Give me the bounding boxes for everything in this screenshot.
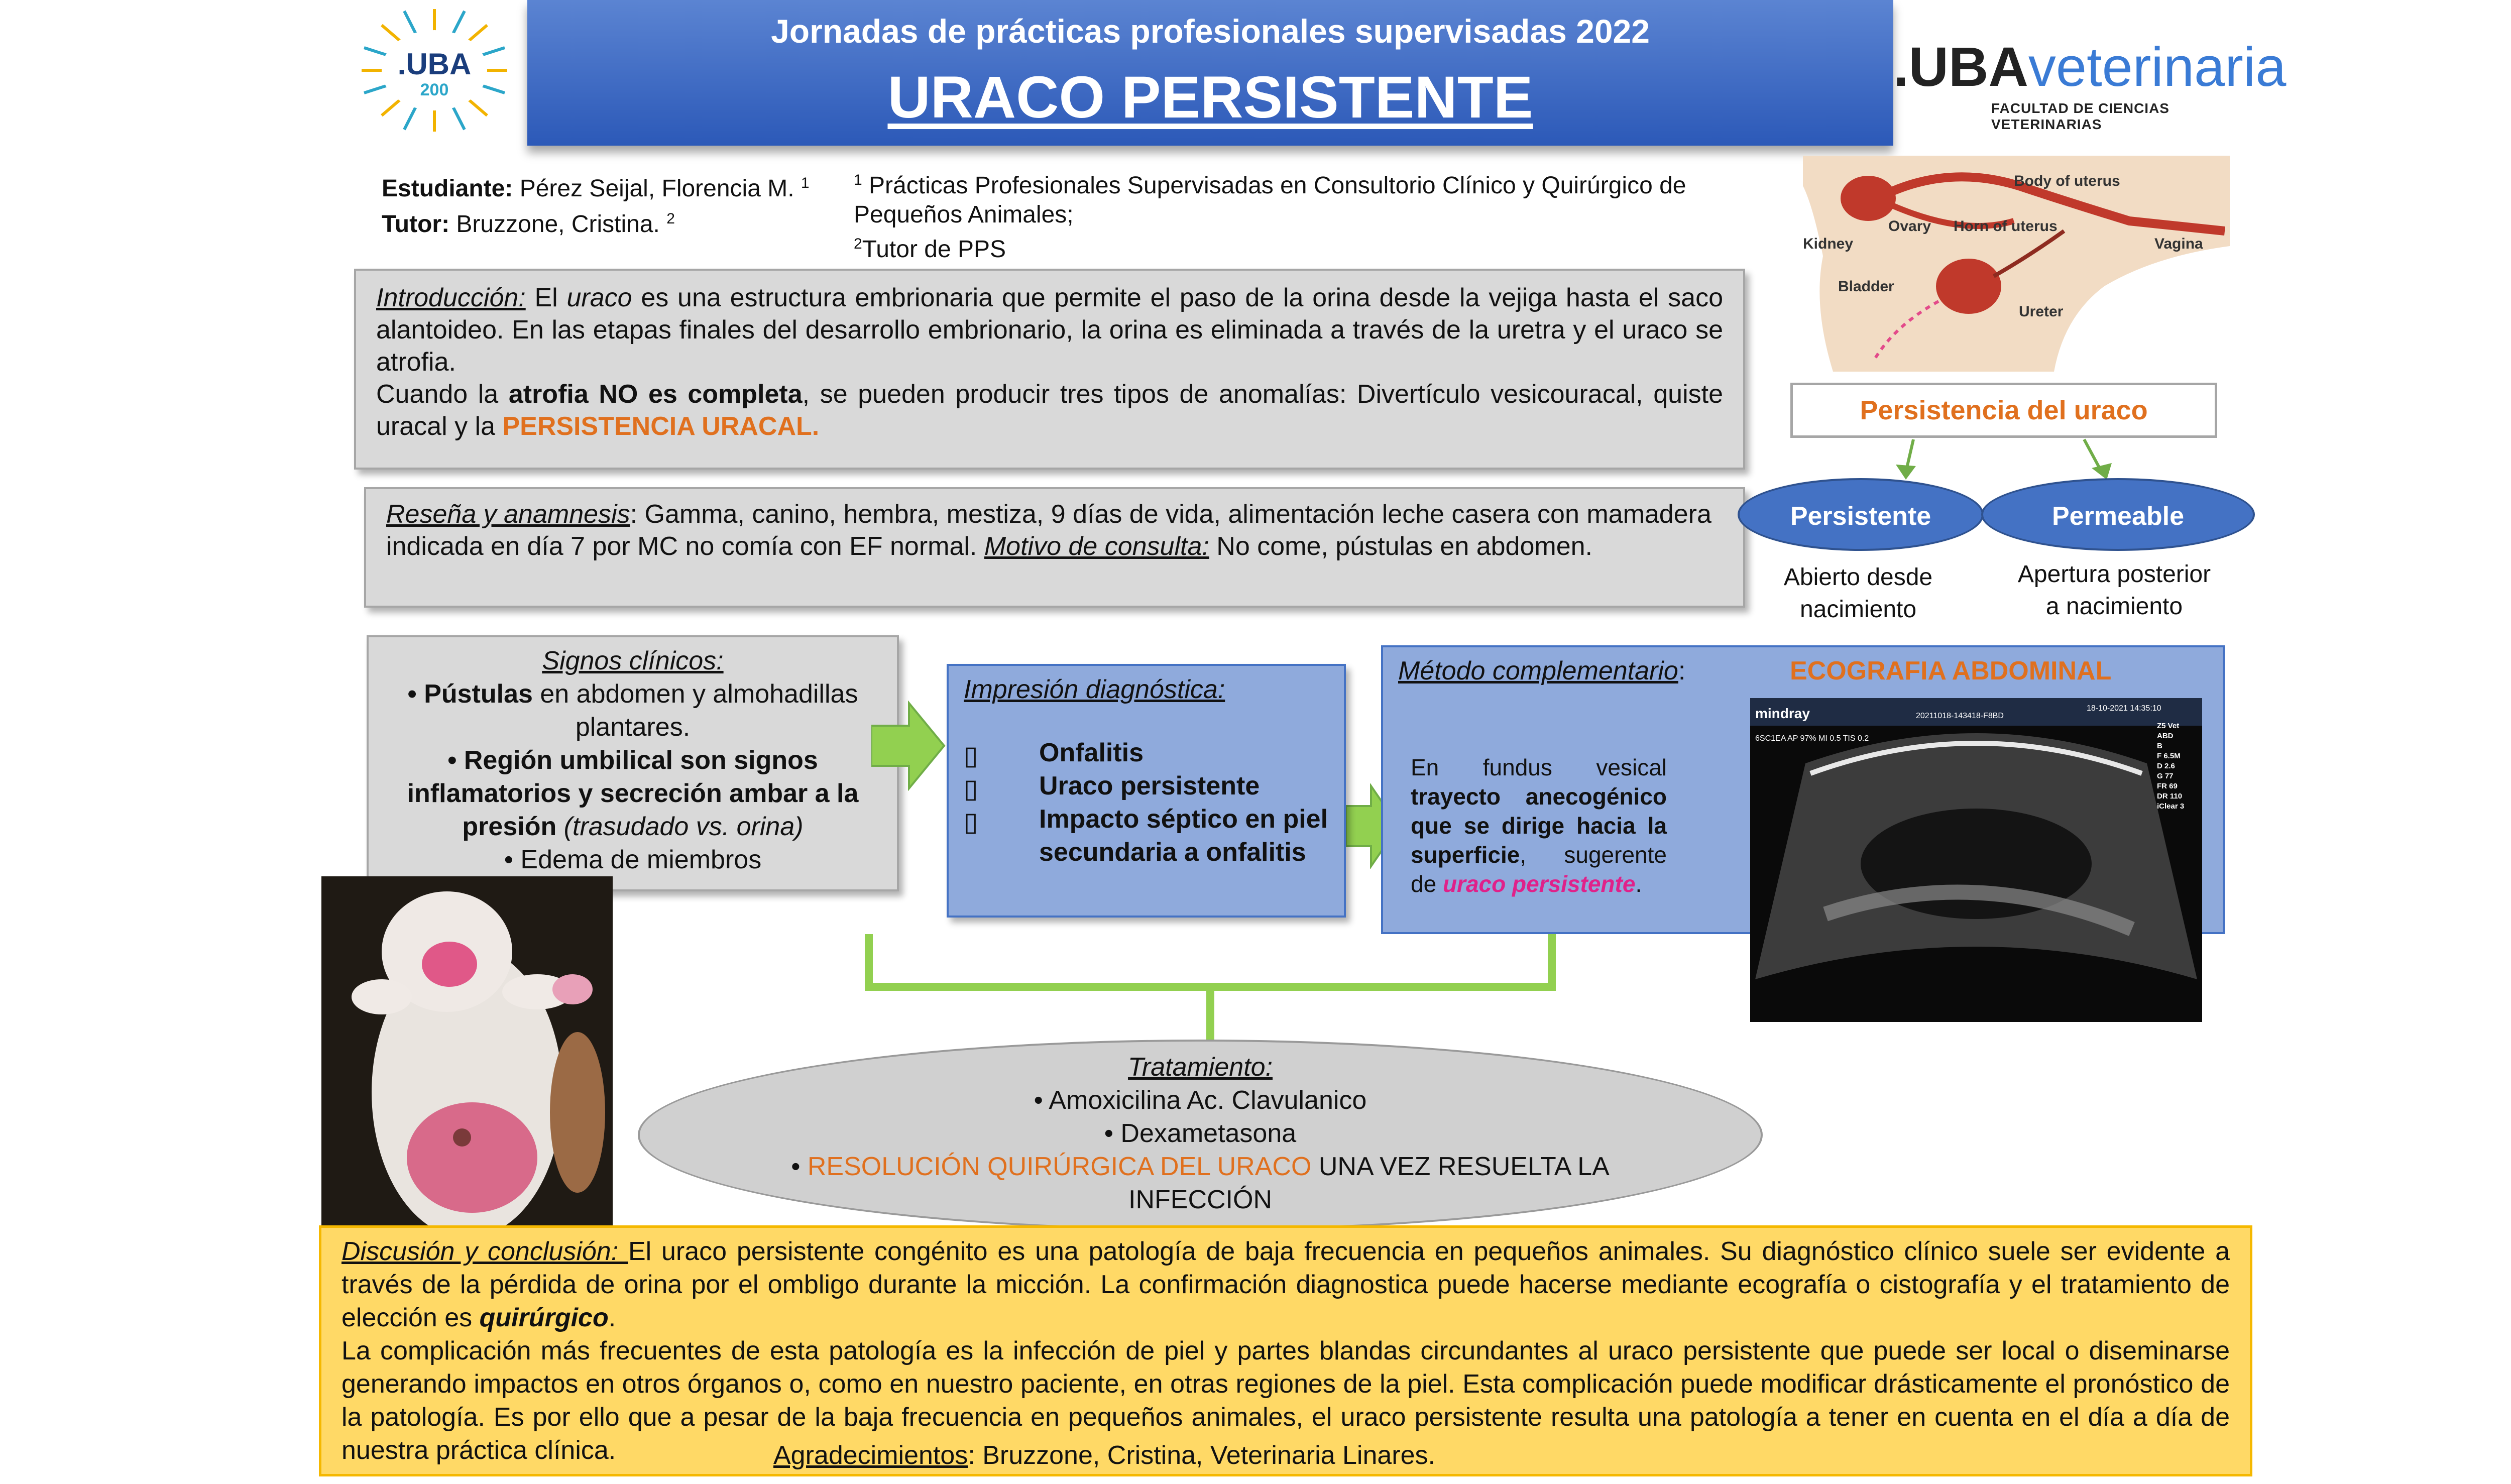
- intro-text-2: es una estructura embrionaria que permite el paso de la orina desde la vejiga hasta el saco alantoideo. En las etapas finales del desarrollo embrionario, la orina es eliminada a través de la uretra y el uraco se atrofia.: [376, 283, 1723, 377]
- eco-param-3: F 6.5M: [2157, 752, 2181, 760]
- signo-2-italic: (trasudado vs. orina): [556, 812, 804, 841]
- metodo-text: [1411, 753, 1667, 898]
- intro-text-4: , se pueden producir tres tipos de anomalías: Divertículo vesicouracal, quiste uracal y la: [376, 380, 1723, 441]
- uba-veterinaria-logo: [1893, 35, 2287, 132]
- impresion-diagnostica-box: [947, 664, 1346, 918]
- anatomy-ovary: Ovary: [1888, 218, 1931, 235]
- persistente-caption-2: nacimiento: [1799, 596, 1917, 623]
- persistencia-title-box: Persistencia del uraco: [1790, 383, 2217, 438]
- tutor-label: Tutor:: [382, 211, 450, 238]
- acknowledgements: [773, 1439, 1435, 1472]
- eco-header: 20211018-143418-F8BD: [1916, 712, 2004, 720]
- permeable-caption-1: Apertura posterior: [2017, 561, 2211, 588]
- affil-sup-2: 2: [854, 236, 862, 252]
- resena-text-2: No come, pústulas en abdomen.: [1209, 532, 1592, 561]
- eco-param-4: D 2.6: [2157, 762, 2175, 770]
- checkbox-icon: ▯: [964, 741, 978, 770]
- metodo-text-3: .: [1635, 871, 1642, 897]
- tratamiento-item-3-highlight: RESOLUCIÓN QUIRÚRGICA DEL URACO: [807, 1152, 1312, 1181]
- metodo-text-2: , sugerente de: [1411, 842, 1667, 897]
- eco-param-6: FR 69: [2157, 782, 2178, 790]
- intro-dot: .: [812, 412, 820, 441]
- anatomy-ureter: Ureter: [2019, 303, 2064, 320]
- persistente-caption: [1748, 561, 1969, 626]
- anatomy-illustration: [1803, 156, 2230, 372]
- eco-brand: mindray: [1755, 706, 1810, 721]
- vet-logo-faculty: FACULTAD DE CIENCIAS VETERINARIAS: [1991, 100, 2170, 132]
- uba-logo-number: 200: [420, 80, 449, 99]
- discussion-dot: .: [608, 1303, 616, 1332]
- eco-param-7: DR 110: [2157, 792, 2183, 801]
- vet-logo-bold: .UBA: [1893, 36, 2028, 98]
- metodo-colon: :: [1678, 656, 1686, 686]
- authors-block: [382, 168, 859, 240]
- resena-label: Reseña y anamnesis: [386, 500, 630, 529]
- affil-sup-1: 1: [854, 172, 862, 188]
- intro-highlight: PERSISTENCIA URACAL: [502, 412, 812, 441]
- signo-1-rest: en abdomen y almohadillas plantares.: [532, 679, 858, 742]
- intro-text-1: El: [525, 283, 567, 312]
- anatomy-body: Body of uterus: [2014, 173, 2120, 189]
- signo-3: • Edema de miembros: [504, 845, 762, 874]
- intro-bold: atrofia NO es completa: [508, 380, 803, 409]
- metodo-highlight: uraco persistente: [1442, 871, 1636, 897]
- impresion-label: Impresión diagnóstica:: [964, 675, 1225, 704]
- eco-param-0: Z5 Vet: [2157, 722, 2180, 730]
- tratamiento-ellipse: [638, 1040, 1763, 1230]
- diagnosis-item-2: [964, 769, 1329, 803]
- anatomy-kidney: Kidney: [1803, 236, 1854, 252]
- puppy-photo: [321, 876, 613, 1228]
- eco-param-5: G 77: [2157, 772, 2174, 780]
- acknowledgements-text: : Bruzzone, Cristina, Veterinaria Linares.: [968, 1441, 1435, 1470]
- persistencia-arrows: [1788, 437, 2240, 482]
- diagnosis-item-1: [964, 736, 1329, 769]
- arrow-signos-to-impresion: [871, 701, 947, 791]
- acknowledgements-label: Agradecimientos: [773, 1441, 968, 1470]
- uba-200-logo: [352, 5, 517, 136]
- uba-logo-text: .UBA: [397, 47, 472, 81]
- poster-title: URACO PERSISTENTE: [887, 64, 1533, 131]
- diagnosis-item-3: [964, 803, 1329, 869]
- permeable-ellipse: Permeable: [1981, 478, 2255, 551]
- signo-1-bold: • Pústulas: [407, 679, 533, 709]
- signos-label: Signos clínicos:: [542, 646, 724, 675]
- eco-date: 18-10-2021 14:35:10: [2087, 704, 2161, 713]
- discussion-label: Discusión y conclusión:: [341, 1237, 628, 1266]
- student-sup: 1: [801, 175, 810, 191]
- metodo-bold: trayecto anecogénico que se dirige hacia la superficie: [1411, 783, 1667, 868]
- tratamiento-item-3-bullet: •: [791, 1152, 808, 1181]
- event-subtitle: Jornadas de prácticas profesionales supervisadas 2022: [771, 13, 1650, 50]
- resena-box: [364, 487, 1745, 608]
- anatomy-bladder: Bladder: [1838, 278, 1894, 295]
- discussion-text-1: El uraco persistente congénito es una patología de baja frecuencia en pequeños animales. Su diagnóstico clínico suele ser evidente a través de la pérdida de orina por el ombligo durante la micción. La confirmación diagnostica puede hacerse mediante ecografía o cistografía y el tratamiento de elección es: [341, 1237, 2230, 1332]
- diagnosis-item-1-text: Onfalitis: [1039, 738, 1144, 767]
- student-label: Estudiante:: [382, 175, 513, 202]
- tutor-name: Bruzzone, Cristina.: [456, 211, 660, 238]
- diagnosis-item-2-text: Uraco persistente: [1039, 771, 1260, 801]
- eco-probe: 6SC1EA AP 97% MI 0.5 TIS 0.2: [1755, 734, 1869, 743]
- tratamiento-item-3-rest: UNA VEZ RESUELTA LA INFECCIÓN: [1128, 1152, 1610, 1214]
- anatomy-horn: Horn of uterus: [1954, 218, 2058, 235]
- eco-param-2: B: [2157, 742, 2162, 750]
- intro-label: Introducción:: [376, 283, 526, 312]
- tratamiento-label: Tratamiento:: [1127, 1053, 1273, 1082]
- anatomy-vagina: Vagina: [2154, 236, 2203, 252]
- tutor-sup: 2: [666, 210, 675, 227]
- discussion-quirurgico: quirúrgico: [479, 1303, 609, 1332]
- vet-logo-light: veterinaria: [2028, 36, 2287, 98]
- checkbox-icon: ▯: [964, 774, 978, 804]
- signos-clinicos-box: [367, 635, 899, 891]
- tratamiento-item-2: • Dexametasona: [1104, 1119, 1297, 1148]
- ultrasound-image: [1750, 698, 2202, 1022]
- affiliations-block: [854, 166, 1738, 264]
- metodo-label: Método complementario: [1398, 656, 1678, 686]
- checkbox-icon: ▯: [964, 808, 978, 837]
- intro-text-3: Cuando la: [376, 380, 509, 409]
- discussion-text-2: La complicación más frecuentes de esta patología es la infección de piel y partes blandas circundantes al uraco persistente que puede ser local o diseminarse generando impactos en otros órganos o, como en nuestro paciente, en otras regiones de la piel. Esta complicación puede modificar drásticamente el pronóstico de la patología. Es por ello que a pesar de la baja frecuencia en pequeños animales, el uraco persistente resulta una patología a tener en cuenta en el día a día de nuestra práctica clínica.: [341, 1336, 2230, 1465]
- header-banner: [527, 0, 1893, 146]
- introduction-box: [354, 269, 1745, 470]
- motivo-label: Motivo de consulta:: [984, 532, 1209, 561]
- eco-param-1: ABD: [2157, 732, 2174, 740]
- resena-text-1: : Gamma, canino, hembra, mestiza, 9 días de vida, alimentación leche casera con mamadera indicada en día 7 por MC no comía con EF normal.: [386, 500, 1711, 561]
- signo-2-bold: • Región umbilical son signos inflamatorios y secreción ambar a la presión: [407, 746, 859, 841]
- persistente-ellipse: Persistente: [1738, 478, 1984, 551]
- eco-title: ECOGRAFIA ABDOMINAL: [1790, 656, 2112, 686]
- permeable-caption: [1989, 558, 2240, 623]
- intro-uraco: uraco: [566, 283, 632, 312]
- eco-param-8: iClear 3: [2157, 802, 2185, 811]
- persistente-caption-1: Abierto desde: [1783, 564, 1933, 591]
- affil-text-1: Prácticas Profesionales Supervisadas en Consultorio Clínico y Quirúrgico de Pequeños Animales;: [854, 172, 1686, 228]
- diagnosis-item-3-text: Impacto séptico en piel secundaria a onfalitis: [1039, 805, 1328, 867]
- connector-lines: [864, 934, 1557, 1042]
- student-name: Pérez Seijal, Florencia M.: [519, 175, 794, 202]
- permeable-caption-2: a nacimiento: [2045, 593, 2183, 620]
- metodo-text-1: En fundus vesical: [1411, 754, 1667, 780]
- affil-text-2: Tutor de PPS: [862, 236, 1006, 263]
- tratamiento-item-1: • Amoxicilina Ac. Clavulanico: [1034, 1086, 1367, 1115]
